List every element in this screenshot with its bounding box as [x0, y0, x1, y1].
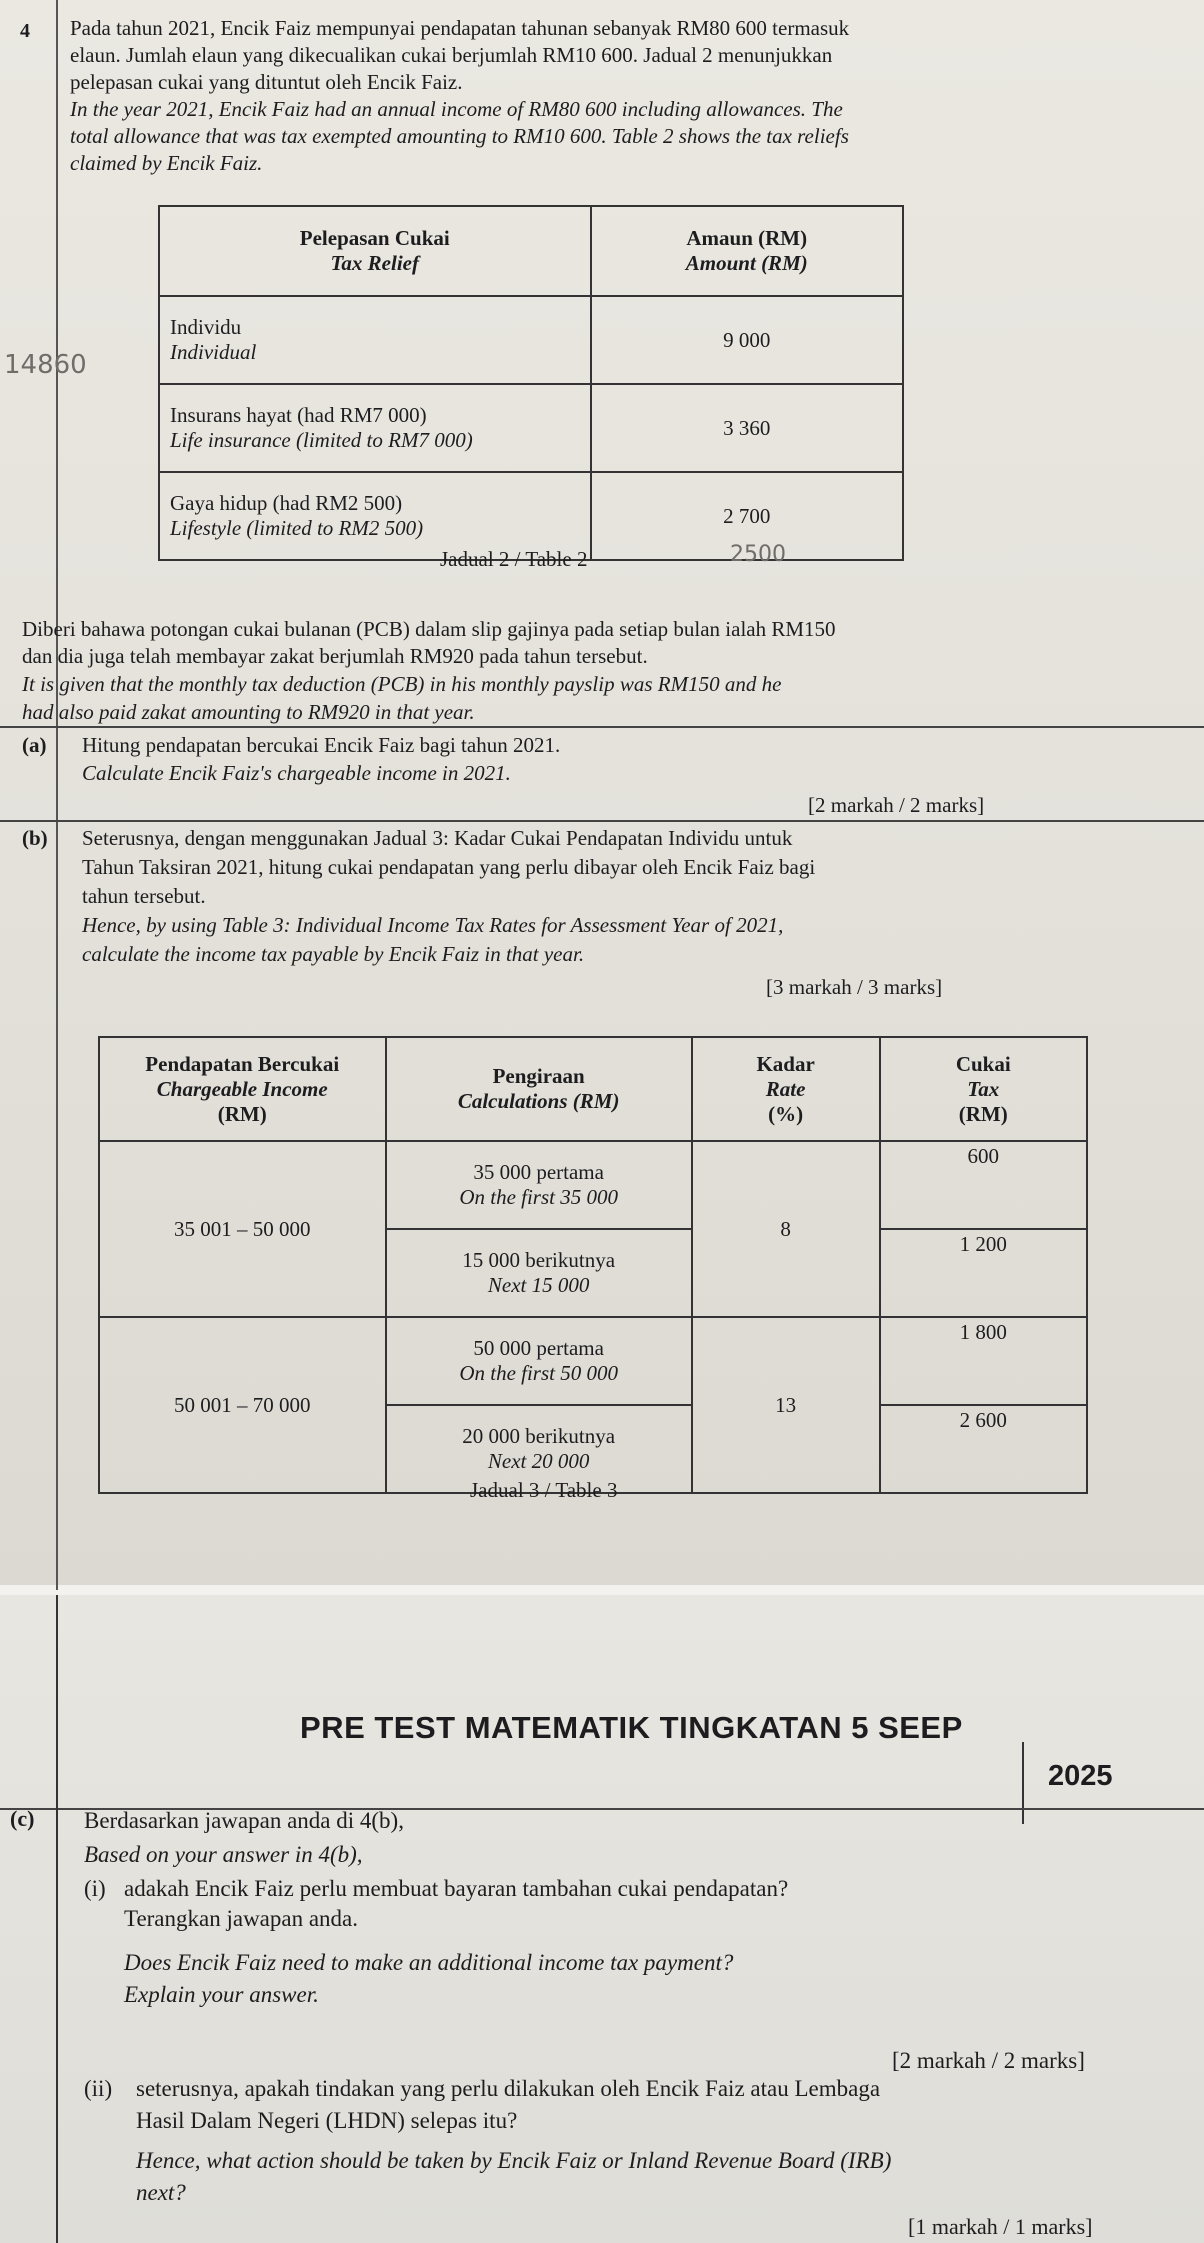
tax-amount: 1 800	[880, 1317, 1088, 1405]
relief-amount: 3 360	[591, 384, 903, 472]
tax-amount: 1 200	[880, 1229, 1088, 1317]
calculations-header: Pengiraan Calculations (RM)	[386, 1037, 692, 1141]
part-b-en-line-2: calculate the income tax payable by Encik Faiz in that year.	[82, 942, 585, 966]
intro-ms-line-1: Pada tahun 2021, Encik Faiz mempunyai pendapatan tahunan sebanyak RM80 600 termasuk	[70, 16, 850, 40]
part-b-label: (b)	[22, 826, 48, 850]
part-b-en-line-1: Hence, by using Table 3: Individual Income Tax Rates for Assessment Year of 2021,	[82, 913, 784, 937]
part-a-marks: [2 markah / 2 marks]	[808, 793, 985, 817]
tax-rate: 13	[692, 1317, 880, 1493]
part-b-ms-line-2: Tahun Taksiran 2021, hitung cukai pendapatan yang perlu dibayar oleh Encik Faiz bagi	[82, 855, 816, 879]
intro-ms-line-2: elaun. Jumlah elaun yang dikecualikan cukai berjumlah RM10 600. Jadual 2 menunjukkan	[70, 43, 833, 67]
part-c-i-en-2: Explain your answer.	[124, 1982, 319, 2007]
relief-header: Pelepasan Cukai Tax Relief	[159, 206, 591, 296]
income-range: 50 001 – 70 000	[99, 1317, 386, 1493]
question-margin-line	[56, 0, 58, 1590]
question-margin-line-2	[56, 1595, 58, 2243]
part-c-ii-en-2: next?	[136, 2180, 186, 2205]
amount-header: Amaun (RM) Amount (RM)	[591, 206, 903, 296]
part-a-ms: Hitung pendapatan bercukai Encik Faiz bagi tahun 2021.	[82, 733, 561, 757]
tax-rate: 8	[692, 1141, 880, 1317]
part-c-i-en-1: Does Encik Faiz need to make an additional income tax payment?	[124, 1950, 734, 1975]
part-b-ms-line-1: Seterusnya, dengan menggunakan Jadual 3: Kadar Cukai Pendapatan Individu untuk	[82, 826, 793, 850]
exam-year: 2025	[1048, 1760, 1113, 1792]
handwritten-side-note: 14860	[4, 350, 87, 380]
divider-a	[0, 726, 1204, 728]
part-c-en: Based on your answer in 4(b),	[84, 1842, 363, 1867]
tax-relief-table	[158, 205, 904, 561]
tax-amount: 600	[880, 1141, 1088, 1229]
tax-amount: 2 600	[880, 1405, 1088, 1493]
given-en-line-1: It is given that the monthly tax deduction (PCB) in his monthly payslip was RM150 and he	[22, 672, 782, 696]
handwritten-amount-note: 2500	[730, 542, 786, 567]
intro-ms-line-3: pelepasan cukai yang dituntut oleh Encik Faiz.	[70, 70, 463, 94]
tax-header: Cukai Tax (RM)	[880, 1037, 1088, 1141]
part-c-ms: Berdasarkan jawapan anda di 4(b),	[84, 1808, 404, 1833]
tax-band-row: 20 000 berikutnya Next 20 000 2 600	[99, 1405, 1087, 1493]
intro-en-line-2: total allowance that was tax exempted amounting to RM10 600. Table 2 shows the tax reliefs	[70, 124, 849, 148]
relief-row: Insurans hayat (had RM7 000) Life insurance (limited to RM7 000) 3 360	[159, 384, 903, 472]
part-c-ii-marks: [1 markah / 1 marks]	[908, 2214, 1093, 2239]
part-c-ii-label: (ii)	[84, 2076, 113, 2101]
table2-caption: Jadual 2 / Table 2	[440, 547, 588, 571]
part-c-i-marks: [2 markah / 2 marks]	[892, 2048, 1085, 2073]
part-a-label: (a)	[22, 733, 47, 757]
relief-amount: 9 000	[591, 296, 903, 384]
relief-row: Individu Individual 9 000	[159, 296, 903, 384]
given-ms-line-1: Diberi bahawa potongan cukai bulanan (PCB) dalam slip gajinya pada setiap bulan ialah RM150	[22, 617, 836, 641]
given-ms-line-2: dan dia juga telah membayar zakat berjumlah RM920 pada tahun tersebut.	[22, 644, 648, 668]
income-tax-rate-table	[98, 1036, 1088, 1494]
chargeable-income-header: Pendapatan Bercukai Chargeable Income (RM)	[99, 1037, 386, 1141]
part-b-marks: [3 markah / 3 marks]	[766, 975, 943, 999]
tax-band-row: 15 000 berikutnya Next 15 000 1 200	[99, 1229, 1087, 1317]
income-range: 35 001 – 50 000	[99, 1141, 386, 1317]
question-number: 4	[20, 20, 30, 42]
part-c-ii-en-1: Hence, what action should be taken by Encik Faiz or Inland Revenue Board (IRB)	[136, 2148, 892, 2173]
exam-title: PRE TEST MATEMATIK TINGKATAN 5 SEEP	[300, 1710, 963, 1745]
part-b-ms-line-3: tahun tersebut.	[82, 884, 206, 908]
tax-band-row: 35 001 – 50 000 35 000 pertama On the first 35 000 8 600	[99, 1141, 1087, 1229]
part-c-ii-ms-2: Hasil Dalam Negeri (LHDN) selepas itu?	[136, 2108, 518, 2133]
relief-amount: 2 700	[591, 472, 903, 560]
given-en-line-2: had also paid zakat amounting to RM920 in that year.	[22, 700, 475, 724]
intro-en-line-1: In the year 2021, Encik Faiz had an annual income of RM80 600 including allowances. The	[70, 97, 843, 121]
tax-band-row: 50 001 – 70 000 50 000 pertama On the first 50 000 13 1 800	[99, 1317, 1087, 1405]
part-c-i-ms-2: Terangkan jawapan anda.	[124, 1906, 359, 1931]
part-c-i-label: (i)	[84, 1876, 106, 1901]
divider-b	[0, 820, 1204, 822]
part-c-i-ms-1: adakah Encik Faiz perlu membuat bayaran tambahan cukai pendapatan?	[124, 1876, 789, 1901]
rate-header: Kadar Rate (%)	[692, 1037, 880, 1141]
table3-caption: Jadual 3 / Table 3	[470, 1478, 618, 1502]
part-c-label: (c)	[10, 1806, 35, 1831]
relief-row: Gaya hidup (had RM2 500) Lifestyle (limited to RM2 500) 2 700	[159, 472, 903, 560]
intro-en-line-3: claimed by Encik Faiz.	[70, 151, 263, 175]
title-separator	[1022, 1742, 1024, 1824]
part-c-ii-ms-1: seterusnya, apakah tindakan yang perlu dilakukan oleh Encik Faiz atau Lembaga	[136, 2076, 881, 2101]
part-a-en: Calculate Encik Faiz's chargeable income in 2021.	[82, 761, 511, 785]
